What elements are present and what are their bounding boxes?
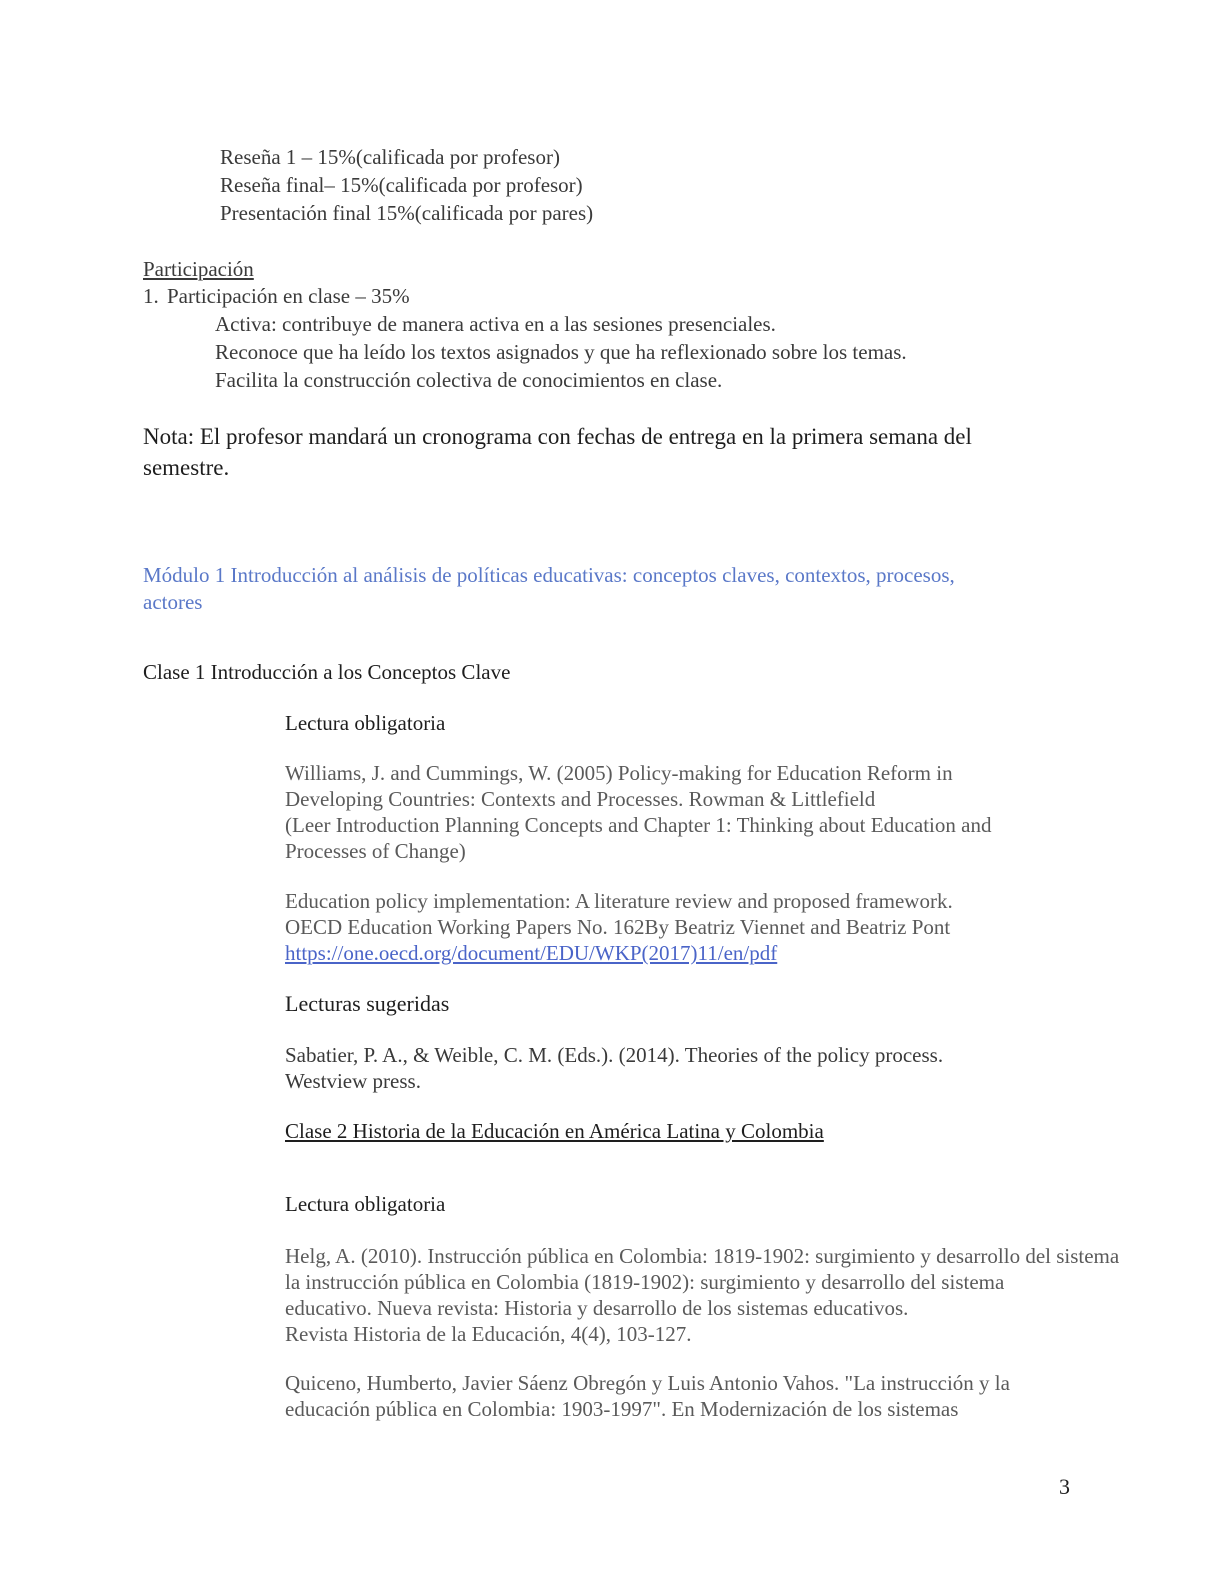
class2-reference-quiceno — [285, 1370, 1010, 1422]
schedule-note — [143, 421, 972, 483]
page-number: 3 — [1059, 1474, 1070, 1499]
class2-title: Clase 2 Historia de la Educación en América Latina y Colombia — [285, 1119, 824, 1143]
reference-line: Revista Historia de la Educación, 4(4), 103-127. — [285, 1322, 692, 1346]
class1-reference-williams — [285, 760, 991, 864]
participation-heading: Participación — [143, 257, 254, 281]
reference-line: Quiceno, Humberto, Javier Sáenz Obregón y Luis Antonio Vahos. "La instrucción y la — [285, 1371, 1010, 1395]
evaluation-item: Presentación final 15%(calificada por pares) — [220, 201, 594, 225]
participation-item-label: Participación en clase – 35% — [167, 284, 410, 308]
reference-line: (Leer Introduction Planning Concepts and Chapter 1: Thinking about Education and — [285, 813, 992, 837]
evaluation-list — [220, 144, 593, 226]
evaluation-item: Reseña final– 15%(calificada por profesor) — [220, 173, 583, 197]
reference-line: educación pública en Colombia: 1903-1997". En Modernización de los sistemas — [285, 1397, 959, 1421]
reference-line: educativo. Nueva revista: Historia y desarrollo de los sistemas educativos. — [285, 1296, 909, 1320]
note-line: Nota: El profesor mandará un cronograma con fechas de entrega en la primera semana del — [143, 424, 972, 449]
participation-sub-list — [215, 311, 907, 393]
class1-title: Clase 1 Introducción a los Conceptos Clave — [143, 660, 511, 684]
class1-reference-oecd — [285, 888, 953, 966]
reference-line: Education policy implementation: A literature review and proposed framework. — [285, 889, 953, 913]
participation-sub-item: Activa: contribuye de manera activa en a las sesiones presenciales. — [215, 312, 776, 336]
reference-line: Helg, A. (2010). Instrucción pública en Colombia: 1819-1902: surgimiento y desarrollo del sistema — [285, 1244, 1120, 1268]
class1-reference-sabatier — [285, 1042, 943, 1094]
reference-line: Developing Countries: Contexts and Processes. Rowman & Littlefield — [285, 787, 876, 811]
reference-line: Williams, J. and Cummings, W. (2005) Policy-making for Education Reform in — [285, 761, 953, 785]
oecd-reference-link[interactable]: https://one.oecd.org/document/EDU/WKP(2017)11/en/pdf — [285, 941, 778, 965]
reference-line: OECD Education Working Papers No. 162By Beatriz Viennet and Beatriz Pont — [285, 915, 951, 939]
participation-sub-item: Facilita la construcción colectiva de conocimientos en clase. — [215, 368, 723, 392]
reference-line: Sabatier, P. A., & Weible, C. M. (Eds.). (2014). Theories of the policy process. — [285, 1043, 944, 1067]
class1-required-heading: Lectura obligatoria — [285, 711, 446, 735]
class2-reference-helg — [285, 1243, 1119, 1347]
class1-suggested-heading: Lecturas sugeridas — [285, 991, 450, 1016]
evaluation-item: Reseña 1 – 15%(calificada por profesor) — [220, 145, 560, 169]
participation-sub-item: Reconoce que ha leído los textos asignados y que ha reflexionado sobre los temas. — [215, 340, 907, 364]
class2-required-heading: Lectura obligatoria — [285, 1192, 446, 1216]
module-heading — [143, 562, 955, 616]
reference-line: Westview press. — [285, 1069, 421, 1093]
reference-line: Processes of Change) — [285, 839, 466, 863]
module-heading-line: actores — [143, 590, 203, 614]
note-line: semestre. — [143, 455, 230, 480]
module-heading-line: Módulo 1 Introducción al análisis de políticas educativas: conceptos claves, contextos, procesos, — [143, 563, 955, 587]
participation-item-number: 1. — [143, 284, 159, 308]
reference-line: la instrucción pública en Colombia (1819-1902): surgimiento y desarrollo del sistema — [285, 1270, 1005, 1294]
